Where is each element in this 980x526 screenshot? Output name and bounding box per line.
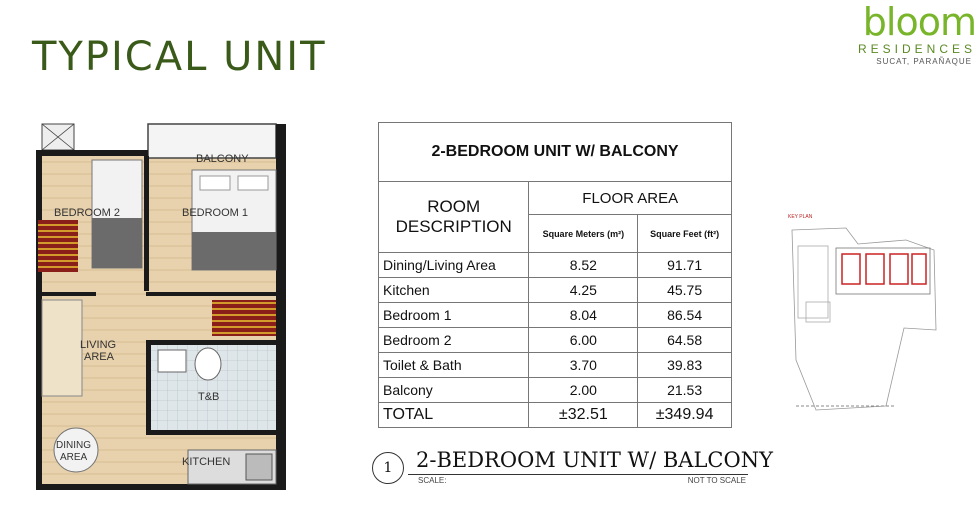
logo-location: SUCAT, PARAÑAQUE [876, 57, 972, 66]
room-header-line-1: ROOM [427, 197, 481, 216]
floor-area-header: FLOOR AREA [529, 182, 732, 215]
table-row [379, 378, 732, 403]
key-plan [786, 210, 952, 420]
room-label-dining-area: AREA [60, 452, 88, 463]
sqm-value: 2.00 [529, 378, 638, 403]
table-row [379, 328, 732, 353]
room-name: Dining/Living Area [379, 253, 529, 278]
room-label-tb: T&B [198, 391, 220, 403]
room-description-header [379, 182, 529, 253]
key-plan-label: KEY PLAN [788, 214, 813, 220]
sqm-value: 3.70 [529, 353, 638, 378]
sqm-value: 4.25 [529, 278, 638, 303]
room-label-bedroom-1: BEDROOM 1 [182, 207, 249, 219]
brand-logo [836, 2, 976, 72]
room-name: Toilet & Bath [379, 353, 529, 378]
room-name: Bedroom 1 [379, 303, 529, 328]
caption-scale-label: SCALE: [418, 476, 447, 485]
table-title: 2-BEDROOM UNIT W/ BALCONY [379, 123, 732, 182]
room-label-kitchen: KITCHEN [182, 456, 231, 468]
total-row [379, 403, 732, 428]
room-header-line-2: DESCRIPTION [395, 217, 512, 236]
caption-title: 2-BEDROOM UNIT W/ BALCONY [416, 448, 773, 472]
room-name: Balcony [379, 378, 529, 403]
sqm-value: 8.04 [529, 303, 638, 328]
room-name: Bedroom 2 [379, 328, 529, 353]
sqm-header: Square Meters (m²) [529, 215, 638, 253]
caption-divider [408, 474, 748, 475]
total-sqft: ±349.94 [638, 403, 732, 428]
room-label-living: LIVING [80, 339, 117, 351]
plan-caption [372, 448, 773, 492]
logo-sub: RESIDENCES [857, 42, 976, 56]
sqft-header: Square Feet (ft²) [638, 215, 732, 253]
table-row [379, 253, 732, 278]
caption-number: 1 [372, 452, 404, 484]
page-title: TYPICAL UNIT [32, 34, 327, 80]
floor-plan [28, 120, 298, 510]
total-label: TOTAL [379, 403, 529, 428]
room-label-balcony: BALCONY [196, 153, 249, 165]
room-label-dining: DINING [56, 440, 91, 451]
room-label-area: AREA [84, 351, 114, 363]
sqm-value: 6.00 [529, 328, 638, 353]
sqft-value: 39.83 [638, 353, 732, 378]
total-sqm: ±32.51 [529, 403, 638, 428]
sqft-value: 45.75 [638, 278, 732, 303]
sqft-value: 64.58 [638, 328, 732, 353]
room-label-bedroom-2: BEDROOM 2 [54, 207, 121, 219]
table-row [379, 303, 732, 328]
room-name: Kitchen [379, 278, 529, 303]
sqft-value: 86.54 [638, 303, 732, 328]
floor-area-table [378, 122, 732, 428]
caption-scale-value: NOT TO SCALE [687, 476, 746, 485]
sqm-value: 8.52 [529, 253, 638, 278]
sqft-value: 91.71 [638, 253, 732, 278]
table-row [379, 278, 732, 303]
sqft-value: 21.53 [638, 378, 732, 403]
table-row [379, 353, 732, 378]
logo-word: bloom [862, 0, 976, 44]
